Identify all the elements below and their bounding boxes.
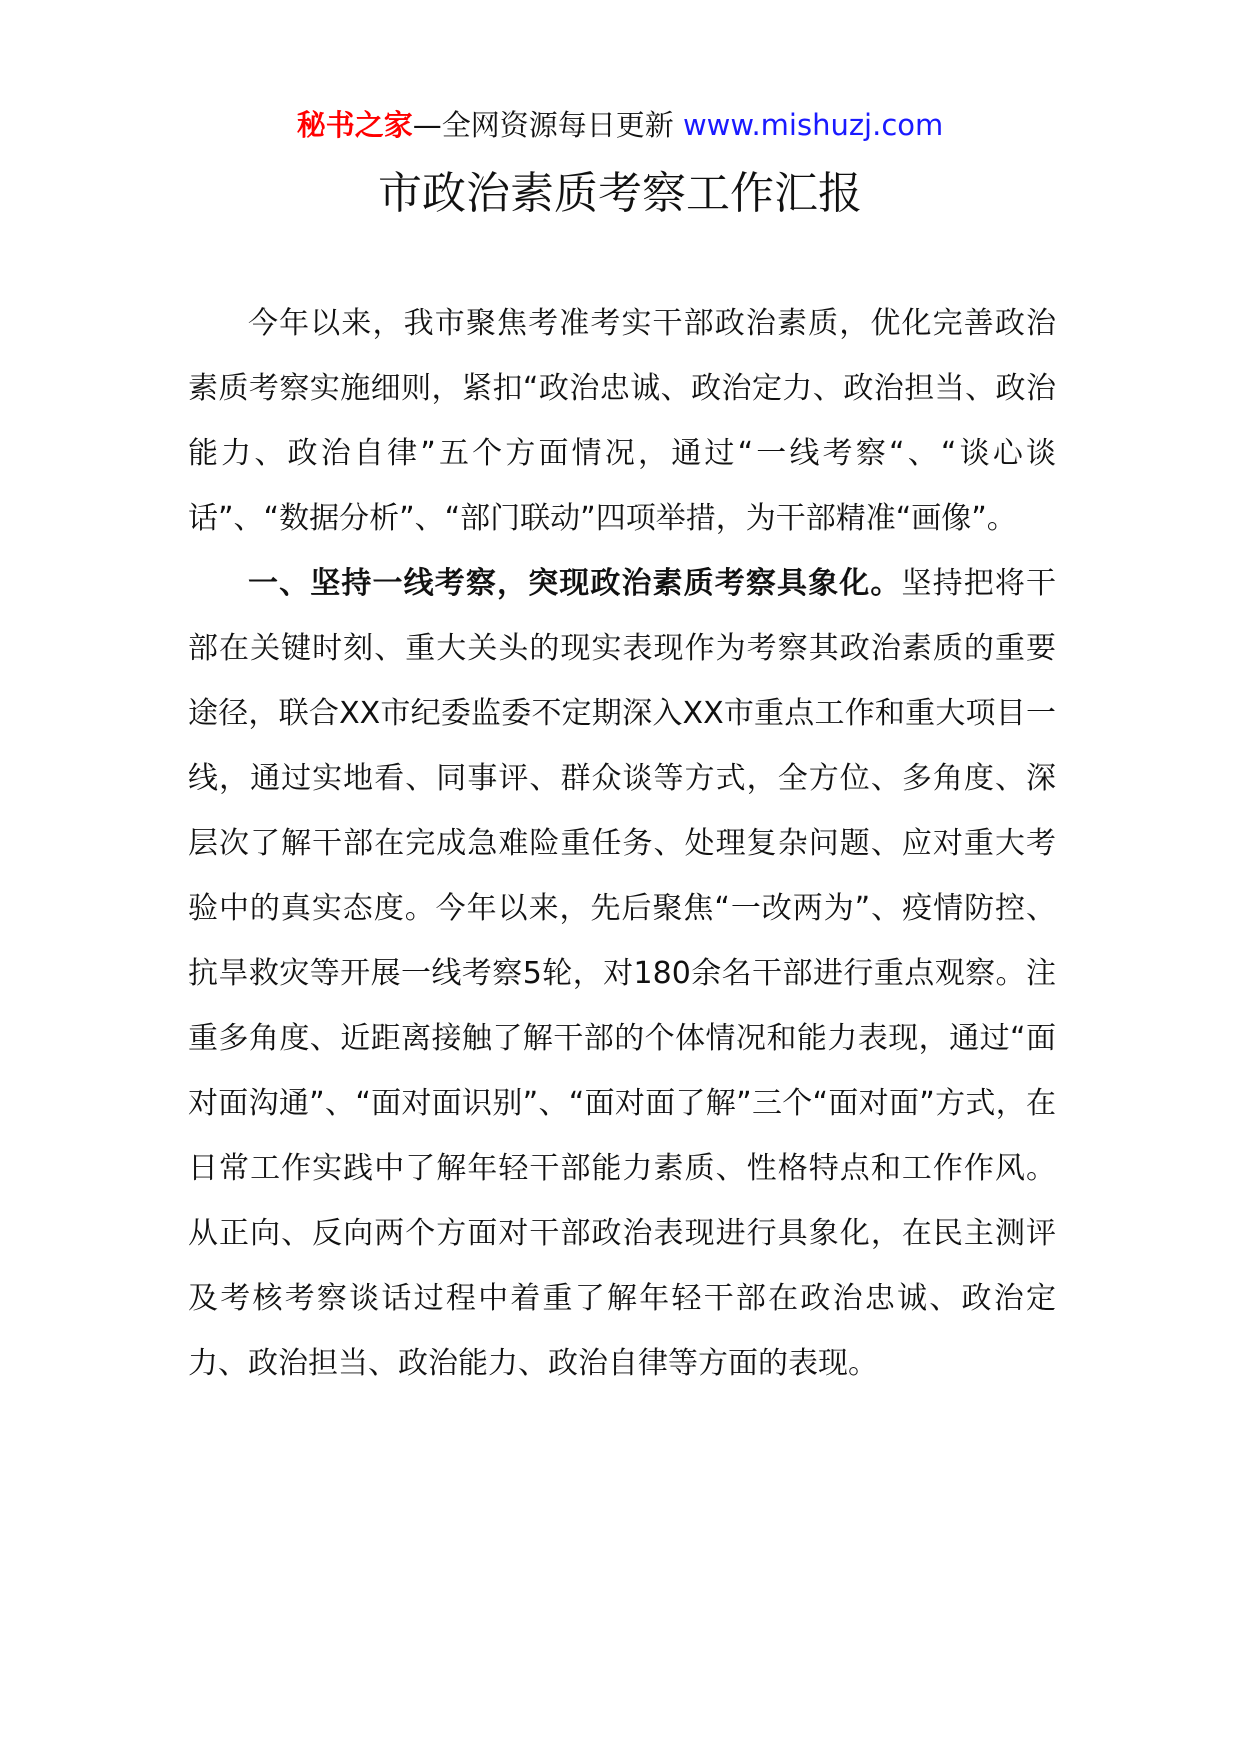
paragraph-section-1: [188, 551, 1056, 1396]
paragraph-intro: [188, 291, 1056, 551]
document-title: 市政治素质考察工作汇报: [378, 168, 862, 219]
paragraph-text: 今年以来，我市聚焦考准考实干部政治素质，优化完善政治素质考察实施细则，紧扣“政治忠诚、政治定力、政治担当、政治能力、政治自律”五个方面情况，通过“一线考察“、“谈心谈话”、“数据分析”、“部门联动”四项举措，为干部精准“画像”。: [188, 306, 1056, 536]
watermark-header: [0, 100, 1240, 150]
brand-name: 秘书之家: [296, 108, 413, 142]
site-url[interactable]: www.mishuzj.com: [682, 108, 944, 142]
document-body: [188, 291, 1056, 1396]
brand-slogan: —全网资源每日更新: [412, 108, 674, 142]
paragraph-text: 坚持把将干部在关键时刻、重大关头的现实表现作为考察其政治素质的重要途径，联合XX市纪委监委不定期深入XX市重点工作和重大项目一线，通过实地看、同事评、群众谈等方式，全方位、多角度、深层次了解干部在完成急难险重任务、处理复杂问题、应对重大考验中的真实态度。今年以来，先后聚焦“一改两为”、疫情防控、抗旱救灾等开展一线考察5轮，对180余名干部进行重点观察。注重多角度、近距离接触了解干部的个体情况和能力表现，通过“面对面沟通”、“面对面识别”、“面对面了解”三个“面对面”方式，在日常工作实践中了解年轻干部能力素质、性格特点和工作作风。从正向、反向两个方面对干部政治表现进行具象化，在民主测评及考核考察谈话过程中着重了解年轻干部在政治忠诚、政治定力、政治担当、政治能力、政治自律等方面的表现。: [188, 566, 1057, 1381]
section-heading: 一、坚持一线考察，突现政治素质考察具象化。: [248, 566, 902, 601]
